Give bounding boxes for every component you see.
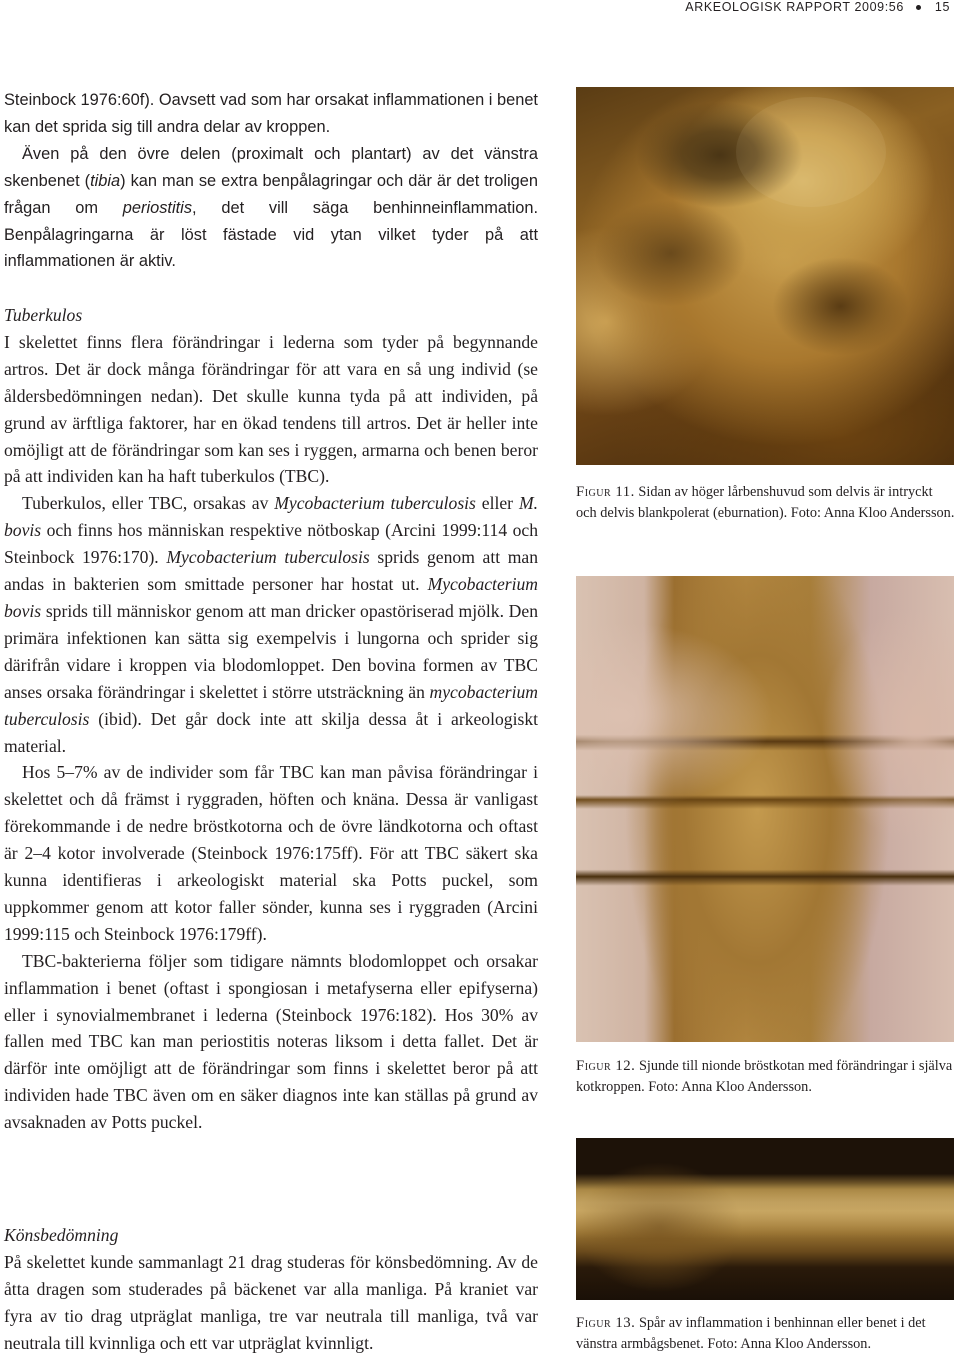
bullet-separator bbox=[916, 5, 921, 10]
text-run: och finns hos människan respektive nötboskap (Arcini 1999:114 och Steinbock 1976:170). bbox=[4, 520, 538, 568]
tuberkulos-paragraph-4: TBC-bakterierna följer som tidigare nämnts blodomloppet och orsakar inflammation i benet (oftast i spongiosan i metafyserna eller epifyserna) eller i synovialmembranet i lederna (Steinbock 1976:182). Hos 30% av fallen med TBC kan man periostitis noteras liksom i detta fallet. Det är därför inte omöjligt att de förändringar som finns i skelettet beror på att individen hade TBC även om en säker diagnos inte kan ställas på grund av avsaknaden av Potts puckel. bbox=[4, 950, 538, 1133]
figure-label: Figur 12. bbox=[576, 1058, 636, 1074]
running-header bbox=[685, 0, 950, 14]
konsbedomning-section bbox=[4, 1222, 538, 1357]
term-periostitis: periostitis bbox=[122, 198, 193, 217]
intro-paragraph-1: Steinbock 1976:60f). Oavsett vad som har orsakat inflammationen i benet kan det sprida sig till andra delar av kroppen. bbox=[4, 91, 538, 136]
tuberkulos-section bbox=[4, 302, 538, 1136]
species-name: M. bovis bbox=[4, 493, 538, 541]
text-run: sprids genom att man andas in bakterien som smittade personer har hostat ut. bbox=[4, 547, 539, 595]
intro-paragraph-2 bbox=[4, 141, 538, 276]
section-heading-tuberkulos: Tuberkulos bbox=[4, 305, 83, 325]
species-name: mycobacterium tuberculosis bbox=[4, 681, 538, 729]
photo-highlight bbox=[736, 97, 886, 207]
figure-label: Figur 13. bbox=[576, 1315, 636, 1331]
text-run: sprids till människor genom att man dricker opastöriserad mjölk. Den primära infektionen kan sätta sig exempelvis i lungorna och sprider sig därifrån vidare i kroppen via blodomloppet. Den bovina formen av TBC anses orsaka förändringar i skelettet i större utsträckning än bbox=[4, 600, 538, 702]
publication-title: ARKEOLOGISK RAPPORT 2009:56 bbox=[685, 0, 904, 14]
figure-12-caption bbox=[576, 1056, 956, 1097]
figure-caption-text: Sidan av höger lårbenshuvud som delvis är intryckt och delvis blankpolerat (eburnation). Foto: Anna Kloo Andersson. bbox=[576, 484, 955, 521]
figure-caption-text: Spår av inflammation i benhinnan eller benet i det vänstra armbågsbenet. Foto: Anna Kloo Andersson. bbox=[576, 1315, 926, 1352]
page-number: 15 bbox=[934, 0, 950, 14]
species-name: Mycobacterium bovis bbox=[4, 574, 538, 621]
figure-caption-text: Sjunde till nionde bröstkotan med förändringar i själva kotkroppen. Foto: Anna Kloo Andersson. bbox=[576, 1058, 953, 1095]
text-run: ) kan man se extra benpålagringar och där är det troligen frågan om bbox=[4, 171, 538, 217]
figure-13-photo bbox=[576, 1138, 954, 1300]
text-run: Även på den övre delen (proximalt och plantart) av det vänstra skenbenet ( bbox=[4, 144, 538, 190]
species-name: Mycobacterium tuberculosis bbox=[274, 493, 476, 514]
figure-13-caption bbox=[576, 1313, 956, 1354]
tuberkulos-paragraph-2 bbox=[4, 490, 538, 759]
term-tibia: tibia bbox=[90, 171, 121, 190]
text-run: (ibid). Det går dock inte att skilja dessa åt i arkeologiskt material. bbox=[4, 708, 538, 756]
intro-section bbox=[4, 87, 538, 275]
figure-11-caption bbox=[576, 482, 956, 523]
figure-12-photo bbox=[576, 576, 954, 1042]
section-heading-konsbedomning: Könsbedömning bbox=[4, 1225, 119, 1245]
tuberkulos-paragraph-3: Hos 5–7% av de individer som får TBC kan man påvisa förändringar i skelettet och då främst i ryggraden, höften och knäna. Dessa är vanligast förekommande i de nedre bröstkotorna och de övre ländkotorna och oftast är 2–4 kotor involverade (Steinbock 1976:175ff). För att TBC säkert ska kunna identifieras i arkeologiskt material ska Potts puckel, som uppkommer genom att kotor faller sönder, kunna ses i ryggraden (Arcini 1999:115 och Steinbock 1976:179ff). bbox=[4, 762, 538, 944]
tuberkulos-paragraph-1: I skelettet finns flera förändringar i lederna som tyder på begynnande artros. Det är dock många förändringar för att vara en så ung individ (se åldersbedömningen nedan). Det skulle kunna tyda på att individen, på grund av ärftliga faktorer, har en ökad tendens till artros. Det är heller inte omöjligt att de förändringar som kan ses i ryggen, armarna och benen beror på att individen kan ha haft tuberkulos (TBC). bbox=[4, 331, 538, 487]
figure-11-photo bbox=[576, 87, 954, 465]
figure-label: Figur 11. bbox=[576, 484, 635, 500]
text-run: , det vill säga benhinneinflammation. Benpålagringarna är löst fästade vid ytan vilket tyder på att inflammationen är aktiv. bbox=[4, 198, 538, 271]
konsbedomning-paragraph-1: På skelettet kunde sammanlagt 21 drag studeras för könsbedömning. Av de åtta dragen som studerades på bäckenet var alla manliga. På kraniet var fyra av tio drag utpräglat manliga, tre var neutrala till manliga, två var neutrala till kvinnliga och ett var utpräglat kvinnligt. bbox=[4, 1251, 538, 1353]
text-run: eller bbox=[475, 493, 519, 514]
species-name: Mycobacterium tuberculosis bbox=[166, 547, 370, 568]
text-run: Tuberkulos, eller TBC, orsakas av bbox=[22, 493, 275, 514]
